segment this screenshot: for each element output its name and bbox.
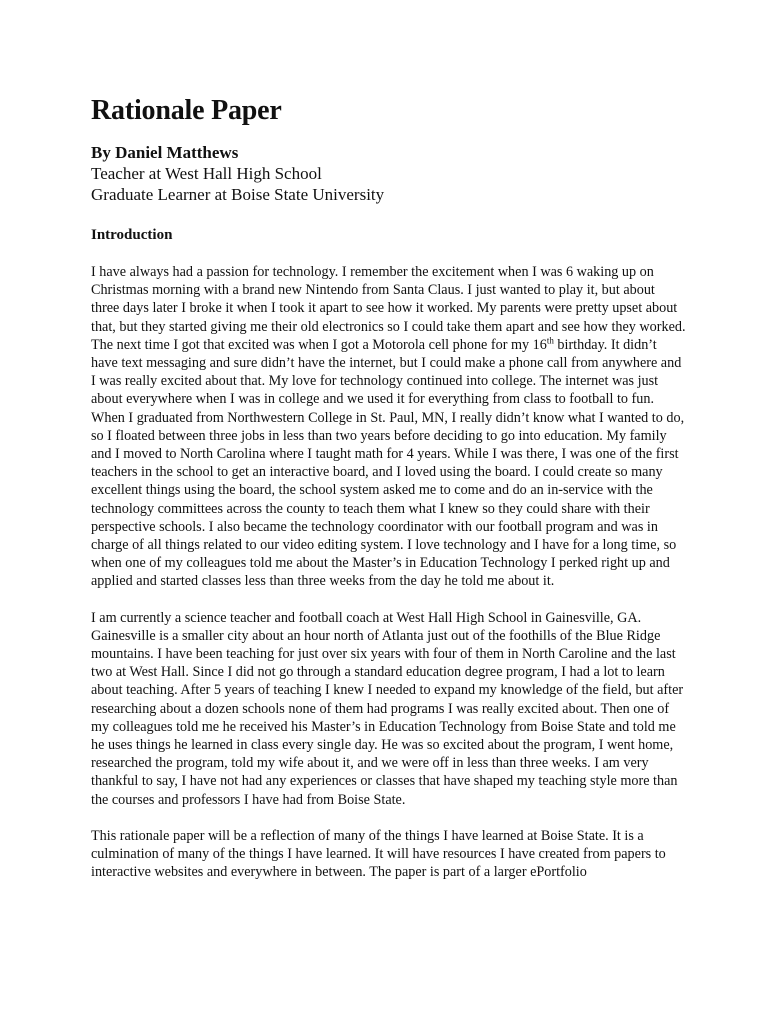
intro-paragraph-1: [91, 263, 686, 591]
affiliation-line-2: Graduate Learner at Boise State University: [91, 185, 385, 204]
affiliation-line-1: Teacher at West Hall High School: [91, 164, 322, 183]
intro-paragraph-3: This rationale paper will be a reflection of many of the things I have learned at Boise State. It is a culmination of many of the things I have learned. It will have resources I have created from papers to interactive websites and everywhere in between. The paper is part of a larger ePortfolio: [91, 827, 666, 881]
intro-paragraph-2: I am currently a science teacher and football coach at West Hall High School in Gainesville, GA. Gainesville is a smaller city about an hour north of Atlanta just out of the foothills of the Blue Ridge mountains. I have been teaching for just over six years with four of them in North Caroline and the last two at West Hall. Since I did not go through a standard education degree program, I had a lot to learn about teaching. After 5 years of teaching I knew I needed to expand my knowledge of the field, but after researching about a dozen schools none of them had programs I was really excited about. Then one of my colleagues told me he received his Master’s in Education Technology from Boise State and told me he uses things he learned in class every single day. He was so excited about the program, I went home, researched the program, told my wife about it, and we were off in less than three weeks. I am very thankful to say, I have not had any experiences or classes that have shaped my teaching style more than the courses and professors I have had from Boise State.: [91, 609, 684, 808]
section-heading-introduction: Introduction: [91, 227, 173, 243]
paragraph-1-text-end: birthday. It didn’t have text messaging and sure didn’t have the internet, but I could make a phone call from anywhere and I was really excited about that. My love for technology continued into college. The internet was just about everywhere when I was in college and we used it for everything from class to football to fun. When I graduated from Northwestern College in St. Paul, MN, I really didn’t know what I wanted to do, so I floated between three jobs in less than two years before deciding to go into education. My family and I moved to North Carolina where I taught math for 4 years. While I was there, I was one of the first teachers in the school to get an interactive board, and I loved using the board. I could create so many excellent things using the board, the school system asked me to come and do an in-service with the technology committees across the county to teach them what I knew so they could share with their perspective schools. I also became the technology coordinator with our football program and was in charge of all things related to our video editing system. I love technology and I have for a long time, so when one of my colleagues told me about the Master’s in Education Technology I perked right up and applied and started classes less than three weeks from the day he told me about it.: [91, 336, 685, 590]
ordinal-superscript: th: [546, 335, 554, 346]
author-block: [91, 142, 686, 205]
author-line: By Daniel Matthews: [91, 143, 239, 162]
paragraph-1-text-start: I have always had a passion for technology. I remember the excitement when I was 6 waking up on Christmas morning with a brand new Nintendo from Santa Claus. I just wanted to play it, but about three days later I broke it when I took it apart to see how it worked. My parents were pretty upset about that, but they started giving me their old electronics so I could take them apart and see how they worked. The next time I got that excited was when I got a Motorola cell phone for my 16: [91, 264, 686, 353]
document-title: Rationale Paper: [91, 95, 282, 126]
